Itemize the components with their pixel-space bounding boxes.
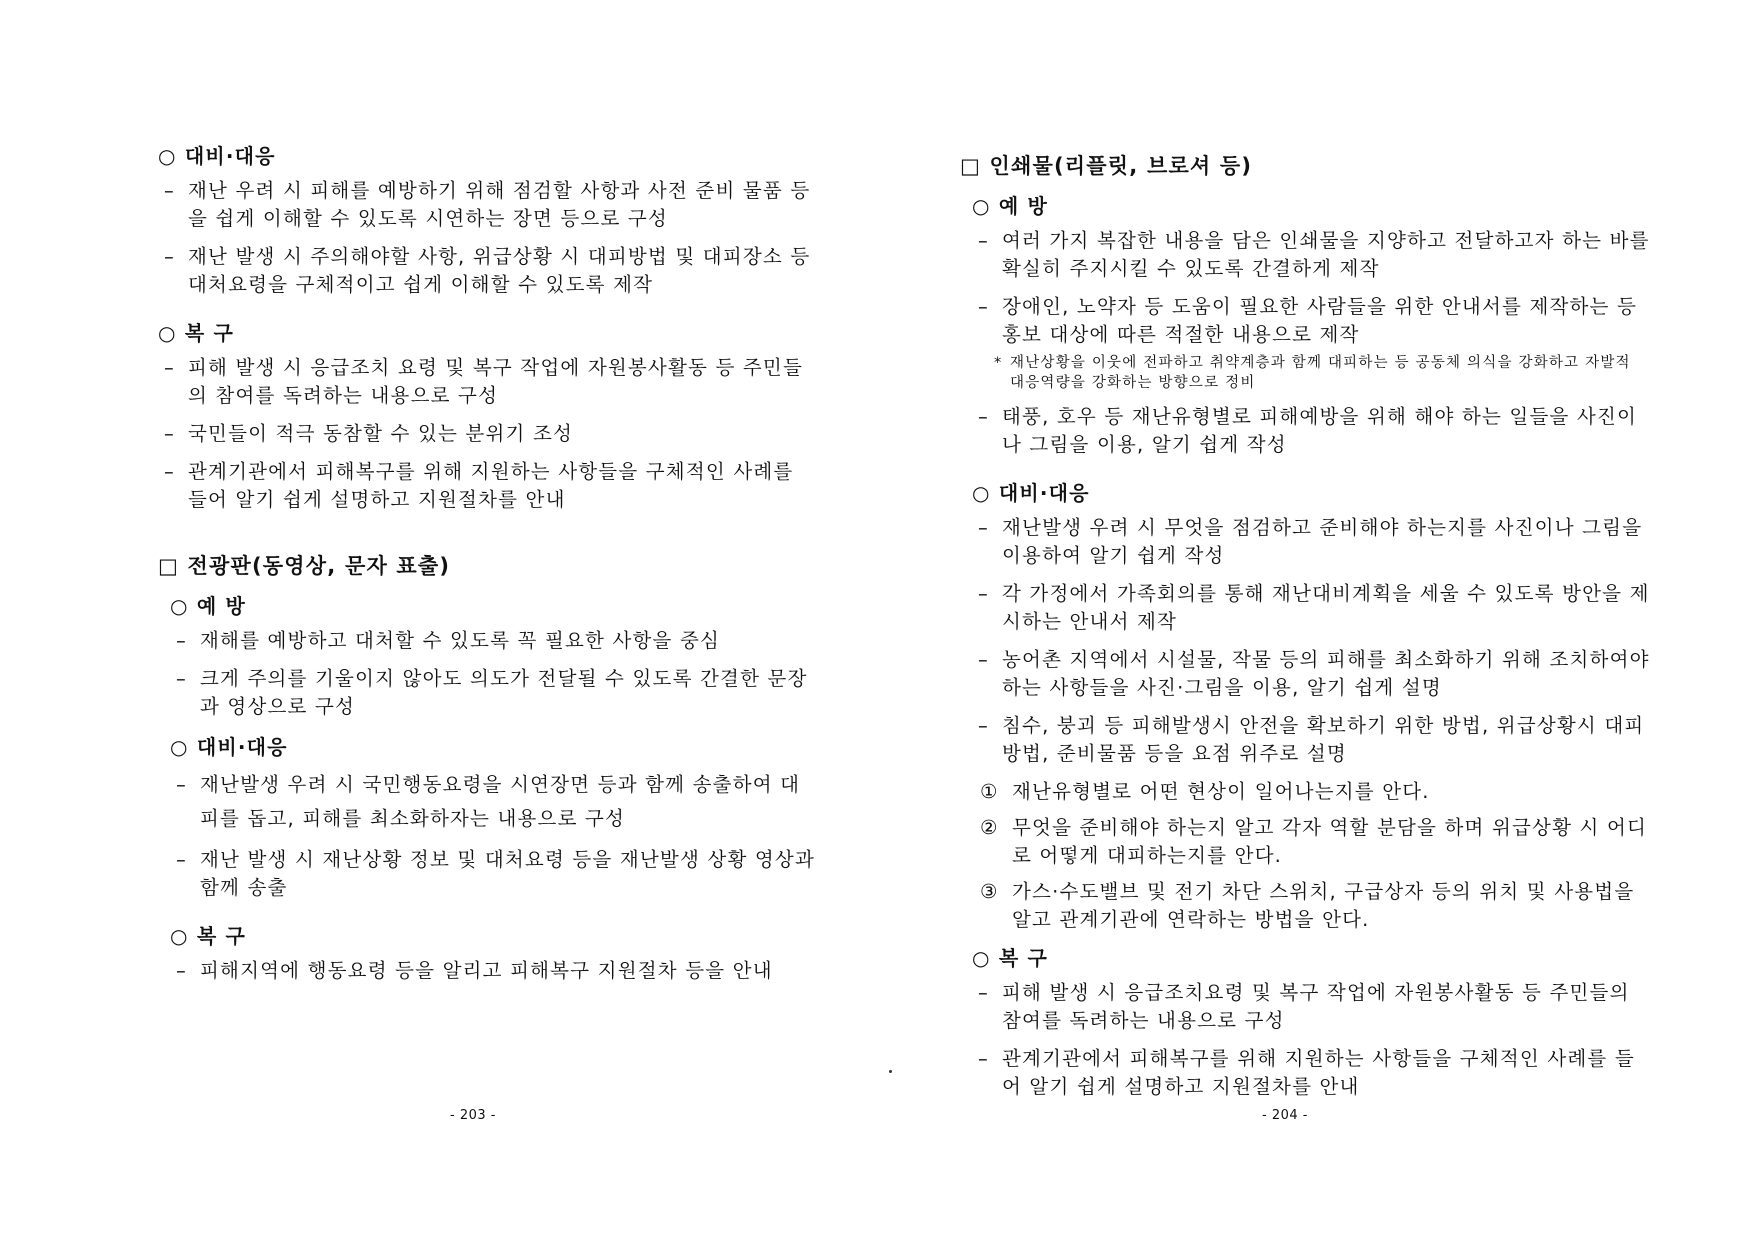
dash-bullet: –: [978, 516, 989, 539]
heading-prevent: ○ 예 방: [972, 194, 1049, 218]
dash-bullet: –: [164, 460, 175, 483]
list-item: – 각 가정에서 가족회의를 통해 재난대비계획을 세울 수 있도록 방안을 제시하는 안내서 제작: [978, 582, 1650, 633]
list-item: – 관계기관에서 피해복구를 위해 지원하는 사항들을 구체적인 사례를 들어 알기 쉽게 설명하고 지원절차를 안내: [164, 460, 794, 511]
dash-bullet: –: [978, 648, 989, 671]
list-item: – 재난 발생 시 주의해야할 사항, 위급상황 시 대피방법 및 대피장소 등 대처요령을 구체적이고 쉽게 이해할 수 있도록 제작: [164, 245, 811, 296]
dash-bullet: –: [978, 1047, 989, 1070]
list-item: – 관계기관에서 피해복구를 위해 지원하는 사항들을 구체적인 사례를 들어 알기 쉽게 설명하고 지원절차를 안내: [978, 1047, 1635, 1098]
list-item: – 농어촌 지역에서 시설물, 작물 등의 피해를 최소화하기 위해 조치하여야 하는 사항들을 사진·그림을 이용, 알기 쉽게 설명: [978, 648, 1650, 699]
dash-bullet: –: [176, 959, 187, 982]
numbered-item: ① 재난유형별로 어떤 현상이 일어나는지를 안다.: [972, 778, 1650, 806]
heading-respond: ○ 대비·대응: [158, 144, 276, 168]
list-item: – 태풍, 호우 등 재난유형별로 피해예방을 위해 해야 하는 일들을 사진이나 그림을 이용, 알기 쉽게 작성: [978, 405, 1638, 456]
dash-bullet: –: [978, 405, 989, 428]
right-column: [960, 150, 1650, 1111]
number-marker: ②: [980, 816, 999, 839]
list-item: – 침수, 붕괴 등 피해발생시 안전을 확보하기 위한 방법, 위급상황시 대피방법, 준비물품 등을 요점 위주로 설명: [978, 714, 1645, 765]
heading-prevent: ○ 예 방: [170, 594, 247, 618]
numbered-item: ② 무엇을 준비해야 하는지 알고 각자 역할 분담을 하며 위급상황 시 어디로 어떻게 대피하는지를 안다.: [980, 816, 1648, 867]
heading-respond: ○ 대비·대응: [170, 735, 288, 759]
heading-display-board: □ 전광판(동영상, 문자 표출): [158, 554, 451, 578]
dash-bullet: –: [164, 245, 175, 268]
dash-bullet: –: [164, 356, 175, 379]
dash-bullet: –: [978, 981, 989, 1004]
page-number: - 203 -: [450, 1108, 496, 1123]
list-item: – 피해 발생 시 응급조치 요령 및 복구 작업에 자원봉사활동 등 주민들의 참여를 독려하는 내용으로 구성: [164, 356, 803, 407]
dash-bullet: –: [164, 179, 175, 202]
heading-recover: ○ 복 구: [158, 321, 235, 345]
dash-bullet: –: [978, 295, 989, 318]
page-number: - 204 -: [1262, 1108, 1308, 1123]
list-item: – 재난발생 우려 시 국민행동요령을 시연장면 등과 함께 송출하여 대피를 돕고, 피해를 최소화하자는 내용으로 구성: [170, 768, 818, 836]
dash-bullet: –: [978, 582, 989, 605]
dash-bullet: –: [176, 667, 187, 690]
number-marker: ①: [980, 780, 999, 803]
heading-printed-materials: □ 인쇄물(리플릿, 브로셔 등): [960, 154, 1253, 178]
numbered-item: ③ 가스·수도밸브 및 전기 차단 스위치, 구급상자 등의 위치 및 사용법을 알고 관계기관에 연락하는 방법을 안다.: [980, 880, 1635, 931]
display-board-section: [158, 590, 818, 985]
footnote: * 재난상황을 이웃에 전파하고 취약계층과 함께 대피하는 등 공동체 의식을 강화하고 자발적 대응역량을 강화하는 방향으로 정비: [994, 355, 1631, 391]
printed-materials-section: [960, 190, 1650, 1101]
heading-recover: ○ 복 구: [972, 946, 1049, 970]
dash-bullet: –: [978, 714, 989, 737]
dash-bullet: –: [176, 629, 187, 652]
list-item: – 재난 우려 시 피해를 예방하기 위해 점검할 사항과 사전 준비 물품 등을 쉽게 이해할 수 있도록 시연하는 장면 등으로 구성: [164, 179, 811, 230]
list-item: – 장애인, 노약자 등 도움이 필요한 사람들을 위한 안내서를 제작하는 등 홍보 대상에 따른 적절한 내용으로 제작: [978, 295, 1638, 346]
number-marker: ③: [980, 880, 999, 903]
dash-bullet: –: [176, 773, 187, 796]
list-item: – 여러 가지 복잡한 내용을 담은 인쇄물을 지양하고 전달하고자 하는 바를 확실히 주지시킬 수 있도록 간결하게 제작: [978, 229, 1650, 280]
dash-bullet: –: [978, 229, 989, 252]
dash-bullet: –: [176, 848, 187, 871]
right-page: [880, 0, 1755, 1241]
dash-bullet: –: [164, 422, 175, 445]
list-item: – 재해를 예방하고 대처할 수 있도록 꼭 필요한 사항을 중심: [170, 627, 818, 655]
list-item: – 피해지역에 행동요령 등을 알리고 피해복구 지원절차 등을 안내: [170, 957, 818, 985]
list-item: – 크게 주의를 기울이지 않아도 의도가 전달될 수 있도록 간결한 문장과 영상으로 구성: [176, 667, 808, 718]
list-item: – 재난발생 우려 시 무엇을 점검하고 준비해야 하는지를 사진이나 그림을 이용하여 알기 쉽게 작성: [978, 516, 1643, 567]
list-item: – 국민들이 적극 동참할 수 있는 분위기 조성: [158, 420, 818, 448]
left-column: [158, 140, 818, 995]
heading-recover: ○ 복 구: [170, 924, 247, 948]
heading-respond: ○ 대비·대응: [972, 481, 1090, 505]
list-item: – 재난 발생 시 재난상황 정보 및 대처요령 등을 재난발생 상황 영상과 함께 송출: [176, 848, 815, 899]
list-item: – 피해 발생 시 응급조치요령 및 복구 작업에 자원봉사활동 등 주민들의 참여를 독려하는 내용으로 구성: [978, 981, 1630, 1032]
asterisk: *: [994, 355, 1003, 371]
